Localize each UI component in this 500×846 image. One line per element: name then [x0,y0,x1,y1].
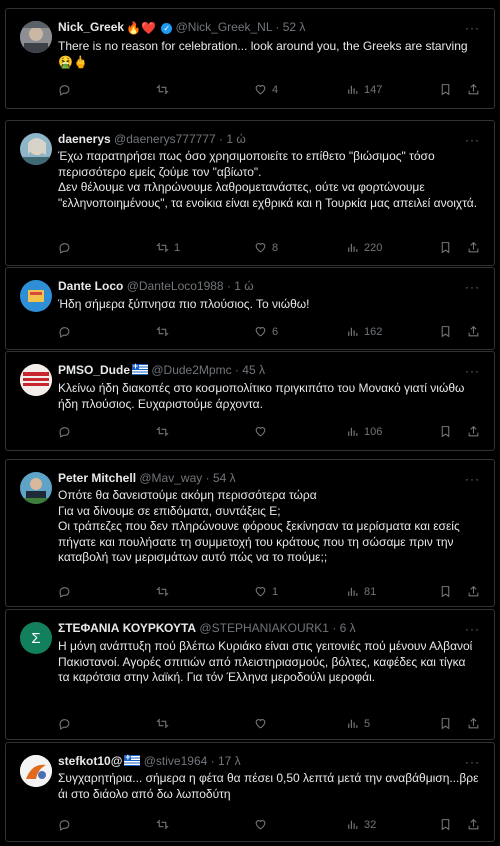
views-button[interactable] [346,241,382,254]
reply-button[interactable] [58,325,76,338]
tweet-text [58,771,480,802]
view-count: 220 [364,241,383,254]
like-count: 6 [272,325,279,338]
heart-icon [254,717,267,730]
share-button[interactable] [467,717,480,730]
like-button[interactable] [254,83,278,96]
reply-icon [58,241,71,254]
tweet-card[interactable] [5,8,495,109]
tweet-card[interactable] [5,267,495,350]
bookmark-icon [439,241,452,254]
author-name[interactable]: ΣΤΕΦΑΝΙΑ ΚΟΥΡΚΟΥΤΑ [58,621,197,635]
avatar-initial: Σ [31,629,41,647]
separator-dot: · [234,363,239,377]
retweet-button[interactable] [156,717,174,730]
timestamp[interactable]: 17 λ [217,754,241,768]
more-options-icon[interactable]: ··· [465,280,480,294]
retweet-icon [156,425,169,438]
author-handle[interactable]: @Mav_way [139,471,203,485]
like-count: 8 [272,241,279,254]
share-icon [467,425,480,438]
tweet-text [58,488,480,566]
tweet-card[interactable] [5,742,495,842]
retweet-button[interactable] [156,83,174,96]
author-name[interactable]: Peter Mitchell [58,471,137,485]
avatar[interactable] [20,364,52,396]
bookmark-icon [439,83,452,96]
tweet-header [58,753,241,769]
reply-button[interactable] [58,585,76,598]
author-name[interactable]: stefkot10@ [58,754,123,768]
retweet-count: 1 [174,241,181,254]
more-options-icon[interactable]: ··· [465,364,480,378]
reply-button[interactable] [58,83,76,96]
tweet-card[interactable] [5,609,495,740]
share-button[interactable] [467,83,480,96]
bookmark-icon [439,425,452,438]
heart-icon [254,818,267,831]
tweet-text-line: Οπότε θα δανειστούμε ακόμη περισσότερα τώρα [58,488,317,502]
separator-dot: · [275,20,280,34]
heart-icon [254,325,267,338]
avatar[interactable] [20,472,52,504]
tweet-text-line: Οι τράπεζες που δεν πληρώνουνε φόρους ξεκίνησαν τα μερίσματα και εσείς πήγατε και πουλήσατε τη συμμετοχή του κράτους που τη σώσαμε πριν την καταβολή των μερισμάτων αυτό πώς να το πούμε;; [58,519,460,565]
greek-flag-icon [132,364,148,375]
views-chart-icon [346,241,359,254]
separator-dot: · [226,279,231,293]
tweet-header [58,19,305,36]
more-options-icon[interactable]: ··· [465,21,480,35]
separator-dot: · [210,754,215,768]
view-count: 147 [364,83,383,96]
retweet-button[interactable] [156,585,174,598]
share-button[interactable] [467,241,480,254]
retweet-icon [156,818,169,831]
view-count: 32 [364,818,377,831]
heart-icon [254,425,267,438]
tweet-text-line: Έχω παρατηρήσει πως όσο χρησιμοποιείτε το επίθετο "βιώσιμος" τόσο περισσότερο εμείς ζούμε τον "αβίωτο". [58,149,435,179]
bookmark-button[interactable] [439,425,452,438]
avatar[interactable] [20,133,52,165]
tweet-header [58,470,236,486]
tweet-text-line: There is no reason for celebration... look around you, the Greeks are starving 🤮🖕 [58,39,468,69]
tweet-header [58,362,265,378]
like-button[interactable] [254,241,278,254]
timestamp[interactable]: 52 λ [282,20,306,34]
timestamp[interactable]: 1 ώ [234,279,254,293]
share-icon [467,585,480,598]
greek-flag-icon [124,755,140,766]
more-options-icon[interactable]: ··· [465,755,480,769]
views-button[interactable] [346,585,376,598]
reply-button[interactable] [58,818,76,831]
retweet-icon [156,585,169,598]
reply-icon [58,83,71,96]
tweet-text [58,297,480,313]
like-button[interactable] [254,818,272,831]
separator-dot: · [332,621,337,635]
like-button[interactable] [254,585,278,598]
retweet-button[interactable] [156,325,174,338]
action-bar [58,425,480,441]
heart-icon [254,83,267,96]
reply-icon [58,325,71,338]
tweet-text-line: Κλείνω ήδη διακοπές στο κοσμοπολίτικο πριγκιπάτο του Μονακό γιατί νιώθω ήδη πλούσιος. Ευχαριστούμε άρχοντα. [58,381,465,411]
heart-icon [254,585,267,598]
more-options-icon[interactable]: ··· [465,472,480,486]
like-button[interactable] [254,425,272,438]
author-handle[interactable]: @daenerys777777 [114,132,216,146]
bookmark-icon [439,325,452,338]
tweet-text [58,381,480,412]
tweet-text [58,149,480,211]
timestamp[interactable]: 54 λ [212,471,236,485]
retweet-icon [156,241,169,254]
author-name[interactable]: Nick_Greek [58,20,125,34]
share-button[interactable] [467,425,480,438]
retweet-icon [156,83,169,96]
views-button[interactable] [346,818,376,831]
timestamp[interactable]: 6 λ [339,621,356,635]
bookmark-button[interactable] [439,818,452,831]
retweet-icon [156,325,169,338]
author-handle[interactable]: @Nick_Greek_NL [175,20,273,34]
avatar[interactable] [20,622,52,654]
tweet-card[interactable] [5,351,495,451]
retweet-button[interactable] [156,241,180,254]
reply-button[interactable] [58,241,76,254]
tweet-text [58,639,480,686]
action-bar [58,325,480,341]
share-button[interactable] [467,818,480,831]
action-bar [58,585,480,601]
verified-badge-icon: ✓ [161,23,172,34]
like-count: 4 [272,83,279,96]
action-bar [58,717,480,733]
tweet-card[interactable] [5,120,495,266]
avatar[interactable] [20,21,52,53]
share-button[interactable] [467,585,480,598]
share-icon [467,717,480,730]
timestamp[interactable]: 1 ώ [226,132,246,146]
heart-icon [254,241,267,254]
view-count: 162 [364,325,383,338]
view-count: 106 [364,425,383,438]
tweet-header [58,620,356,636]
views-chart-icon [346,83,359,96]
author-handle[interactable]: @stive1964 [143,754,208,768]
author-handle[interactable]: @STEPHANIAKOURK1 [199,621,329,635]
view-count: 81 [364,585,377,598]
share-button[interactable] [467,325,480,338]
retweet-button[interactable] [156,425,174,438]
bookmark-icon [439,717,452,730]
share-icon [467,325,480,338]
views-chart-icon [346,818,359,831]
views-chart-icon [346,717,359,730]
avatar[interactable] [20,755,52,787]
retweet-icon [156,717,169,730]
reply-button[interactable] [58,425,76,438]
bookmark-icon [439,818,452,831]
tweet-header [58,278,254,294]
reply-icon [58,585,71,598]
author-name[interactable]: Dante Loco [58,279,124,293]
author-handle[interactable]: @Dude2Mpmc [151,363,232,377]
reply-icon [58,717,71,730]
bookmark-button[interactable] [439,83,452,96]
views-button[interactable] [346,425,382,438]
tweet-text-line: Ήδη σήμερα ξύπνησα πιο πλούσιος. Το νιώθω! [58,297,310,311]
separator-dot: · [218,132,223,146]
bookmark-button[interactable] [439,325,452,338]
like-button[interactable] [254,325,278,338]
reply-icon [58,425,71,438]
avatar[interactable] [20,280,52,312]
tweet-text-line: Για να δίνουμε σε επιδόματα, συντάξεις Ε; [58,503,281,518]
share-icon [467,241,480,254]
views-button[interactable] [346,325,382,338]
more-options-icon[interactable]: ··· [465,622,480,636]
share-icon [467,83,480,96]
separator-dot: · [205,471,210,485]
tweet-header [58,131,246,147]
tweet-text-line: Συγχαρητήρια... σήμερα η φέτα θα πέσει 0,50 λεπτά μετά την αναβάθμιση...βρε άι στο διάολο από δω λωποδύτη [58,771,479,801]
views-button[interactable] [346,83,382,96]
more-options-icon[interactable]: ··· [465,133,480,147]
view-count: 5 [364,717,371,730]
timestamp[interactable]: 45 λ [242,363,265,377]
bookmark-button[interactable] [439,717,452,730]
author-name[interactable]: daenerys [58,132,111,146]
tweet-text [58,39,480,70]
author-name[interactable]: PMSO_Dude [58,363,131,377]
views-button[interactable] [346,717,370,730]
bookmark-button[interactable] [439,585,452,598]
author-handle[interactable]: @DanteLoco1988 [126,279,224,293]
like-count: 1 [272,585,279,598]
reply-button[interactable] [58,717,76,730]
bookmark-icon [439,585,452,598]
share-icon [467,818,480,831]
tweet-text-line: Δεν θέλουμε να πληρώνουμε λαθρομετανάστες, ούτε να φορτώνουμε "ελληνοποιημένους", τα ενοίκια είναι εχθρικά και η Τουρκία μας απειλεί ανοιχτά. [58,180,478,210]
tweet-card[interactable] [5,459,495,607]
reply-icon [58,818,71,831]
like-button[interactable] [254,717,272,730]
action-bar [58,83,480,99]
action-bar [58,818,480,834]
action-bar [58,241,480,257]
views-chart-icon [346,325,359,338]
views-chart-icon [346,425,359,438]
retweet-button[interactable] [156,818,174,831]
bookmark-button[interactable] [439,241,452,254]
views-chart-icon [346,585,359,598]
author-name-emoji: 🔥❤️ [126,21,156,35]
tweet-text-line: Η μόνη ανάπτυξη πού βλέπω Κυριάκο είναι στις γειτονιές πού μένουν Αλβανοί Πακιστανοί. Αγορές σπιτιών από πλειστηριασμούς, βόλτες, καφέδες και τίγκα τα καρότσια στην λαϊκή. Για τόν Έλληνα μεροδούλι μεροφάι. [58,639,473,685]
